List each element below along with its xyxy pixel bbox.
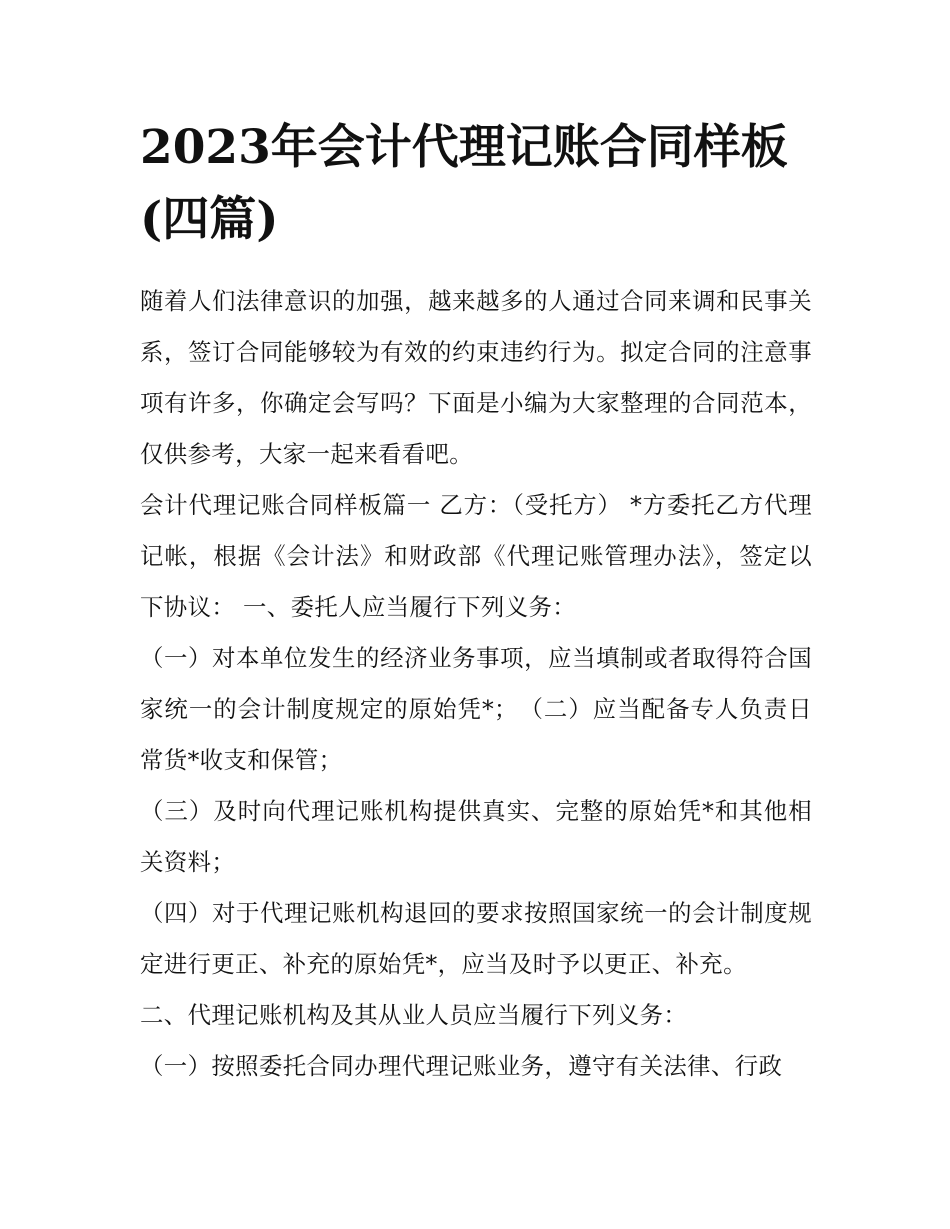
- paragraph-section-2-heading: 二、代理记账机构及其从业人员应当履行下列义务：: [140, 1001, 688, 1029]
- paragraph-obligation-4: （四）对于代理记账机构退回的要求按照国家统一的会计制度规定进行更正、补充的原始凭*，应当及时予以更正、补充。: [140, 899, 812, 978]
- paragraph-obligation-1-2: （一）对本单位发生的经济业务事项，应当填制或者取得符合国家统一的会计制度规定的原始凭*； （二）应当配备专人负责日常货*收支和保管；: [140, 644, 812, 774]
- paragraph-intro: 随着人们法律意识的加强，越来越多的人通过合同来调和民事关系，签订合同能够较为有效的约束违约行为。拟定合同的注意事项有许多，你确定会写吗？下面是小编为大家整理的合同范本，仅供参考，大家一起来看看吧。: [140, 287, 812, 468]
- document-title: 2023年会计代理记账合同样板(四篇): [140, 120, 788, 247]
- paragraph-contract-opening: 会计代理记账合同样板篇一 乙方：（受托方） *方委托乙方代理记帐，根据《会计法》和财政部《代理记账管理办法》，签定以下协议： 一、委托人应当履行下列义务：: [140, 491, 812, 621]
- document-body: [140, 112, 812, 1092]
- paragraph-obligation-3: （三）及时向代理记账机构提供真实、完整的原始凭*和其他相关资料；: [140, 797, 812, 876]
- paragraph-section-2-item-1: （一）按照委托合同办理代理记账业务，遵守有关法律、行政: [140, 1052, 783, 1080]
